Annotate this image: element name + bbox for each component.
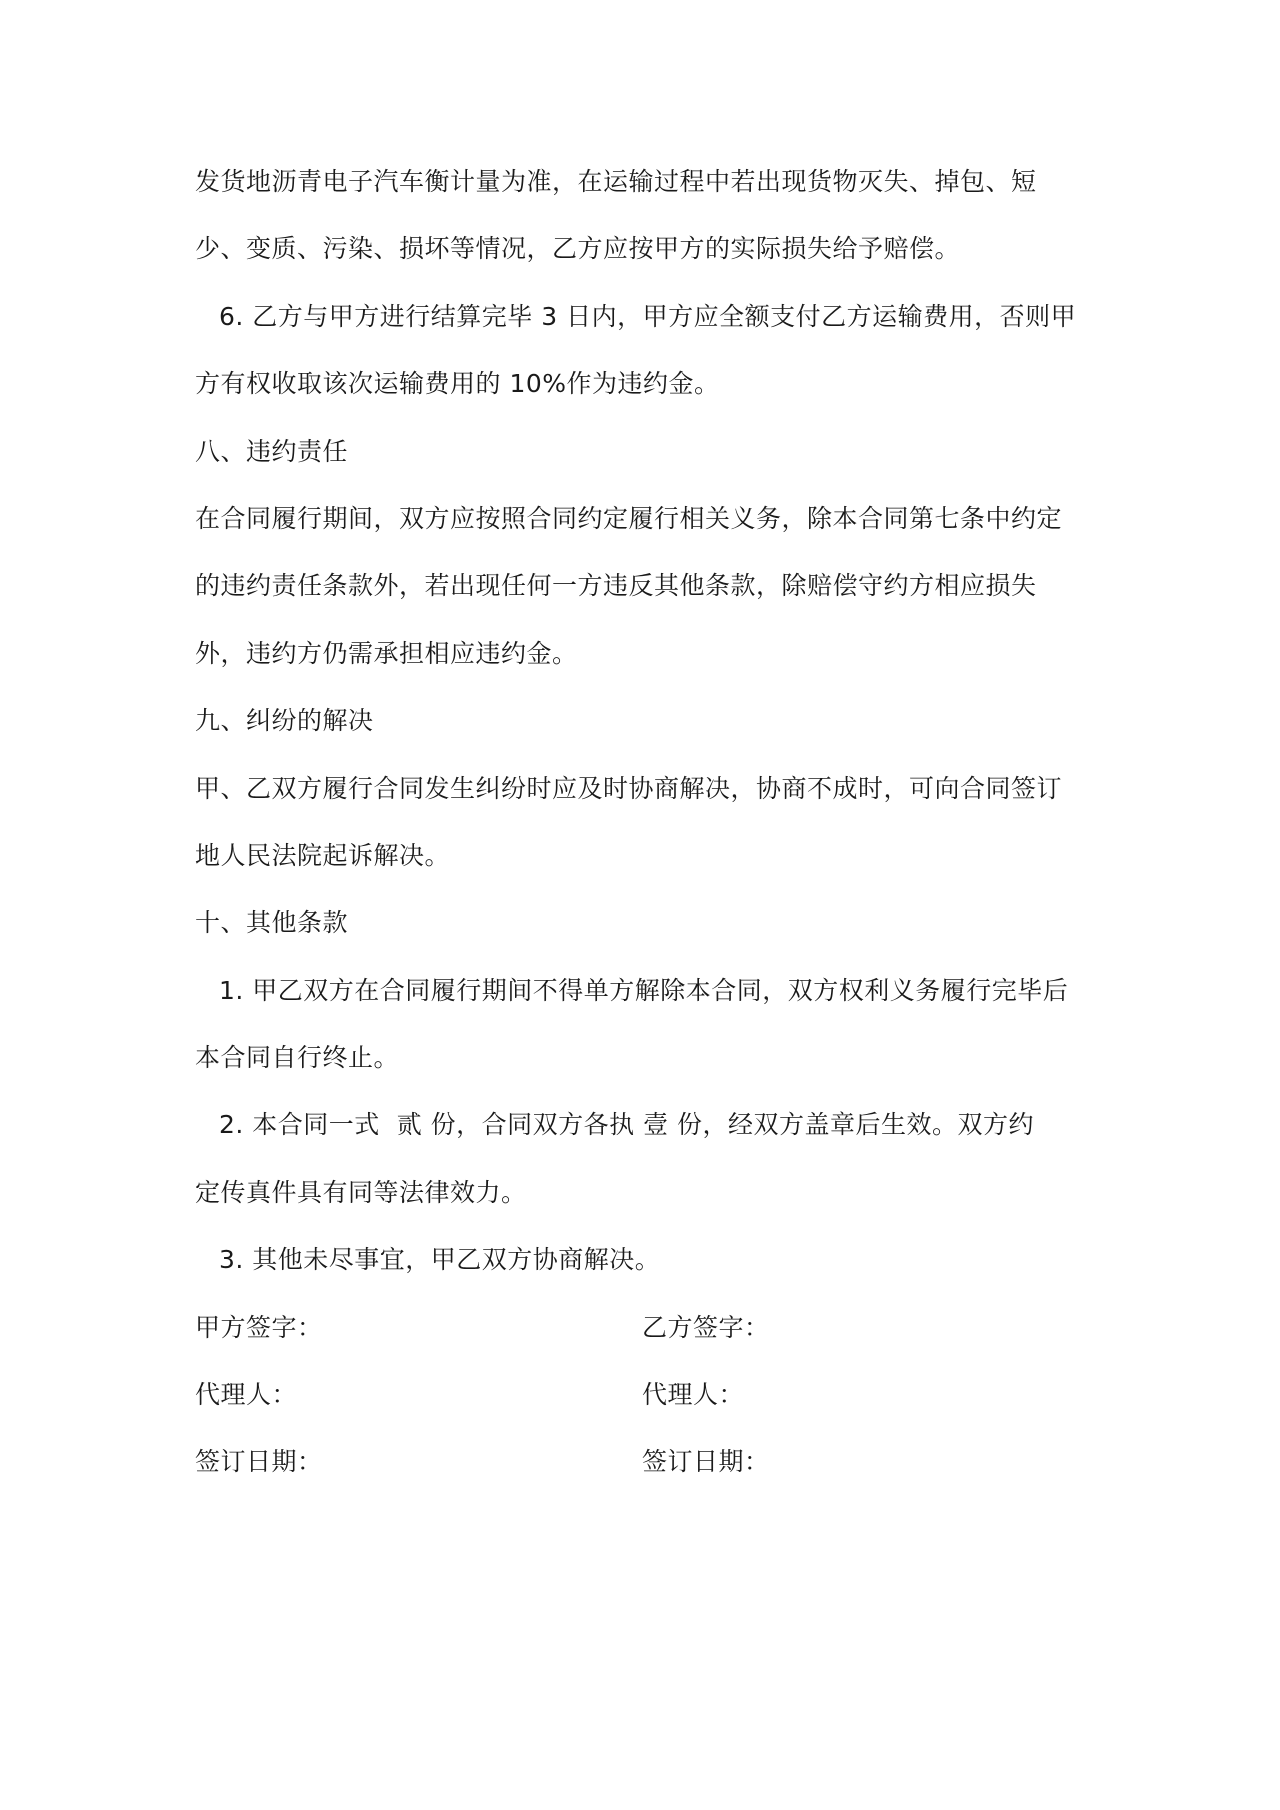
document-body — [195, 164, 1095, 1512]
party-b-date-label: 签订日期： — [642, 1447, 770, 1477]
clause-10-item-3: 3. 其他未尽事宜，甲乙双方协商解决。 — [219, 1245, 661, 1275]
text-line: 发货地沥青电子汽车衡计量为准，在运输过程中若出现货物灭失、掉包、短 — [195, 167, 1037, 196]
clause-7-item-6: 6. 乙方与甲方进行结算完毕 3 日内，甲方应全额支付乙方运输费用，否则甲 — [219, 301, 1077, 331]
text-line: 地人民法院起诉解决。 — [195, 840, 451, 870]
party-a-signature-label: 甲方签字： — [195, 1312, 323, 1342]
text-line: 方有权收取该次运输费用的 10%作为违约金。 — [195, 369, 720, 399]
clause-10-item-2: 2. 本合同一式 贰 份，合同双方各执 壹 份，经双方盖章后生效。双方约 — [219, 1110, 1035, 1140]
signature-row — [195, 1310, 1095, 1377]
text-line: 少、变质、污染、损坏等情况，乙方应按甲方的实际损失给予赔偿。 — [195, 234, 961, 264]
party-a-date-label: 签订日期： — [195, 1447, 323, 1477]
party-b-agent-label: 代理人： — [642, 1380, 745, 1410]
party-a-agent-label: 代理人： — [195, 1380, 298, 1410]
section-heading-disputes: 九、纠纷的解决 — [195, 706, 374, 736]
text-line: 甲、乙双方履行合同发生纠纷时应及时协商解决，协商不成时，可向合同签订 — [195, 773, 1063, 803]
party-b-signature-label: 乙方签字： — [642, 1312, 770, 1342]
text-line: 的违约责任条款外，若出现任何一方违反其他条款，除赔偿守约方相应损失 — [195, 571, 1037, 601]
section-heading-other-terms: 十、其他条款 — [195, 908, 349, 938]
text-line: 定传真件具有同等法律效力。 — [195, 1177, 527, 1207]
text-line: 在合同履行期间，双方应按照合同约定履行相关义务，除本合同第七条中约定 — [195, 503, 1063, 533]
text-line: 本合同自行终止。 — [195, 1043, 400, 1073]
text-line: 外，违约方仍需承担相应违约金。 — [195, 638, 578, 668]
clause-10-item-1: 1. 甲乙双方在合同履行期间不得单方解除本合同，双方权利义务履行完毕后 — [219, 975, 1069, 1005]
section-heading-liability: 八、违约责任 — [195, 436, 349, 466]
date-row — [195, 1444, 1095, 1511]
agent-row — [195, 1377, 1095, 1444]
